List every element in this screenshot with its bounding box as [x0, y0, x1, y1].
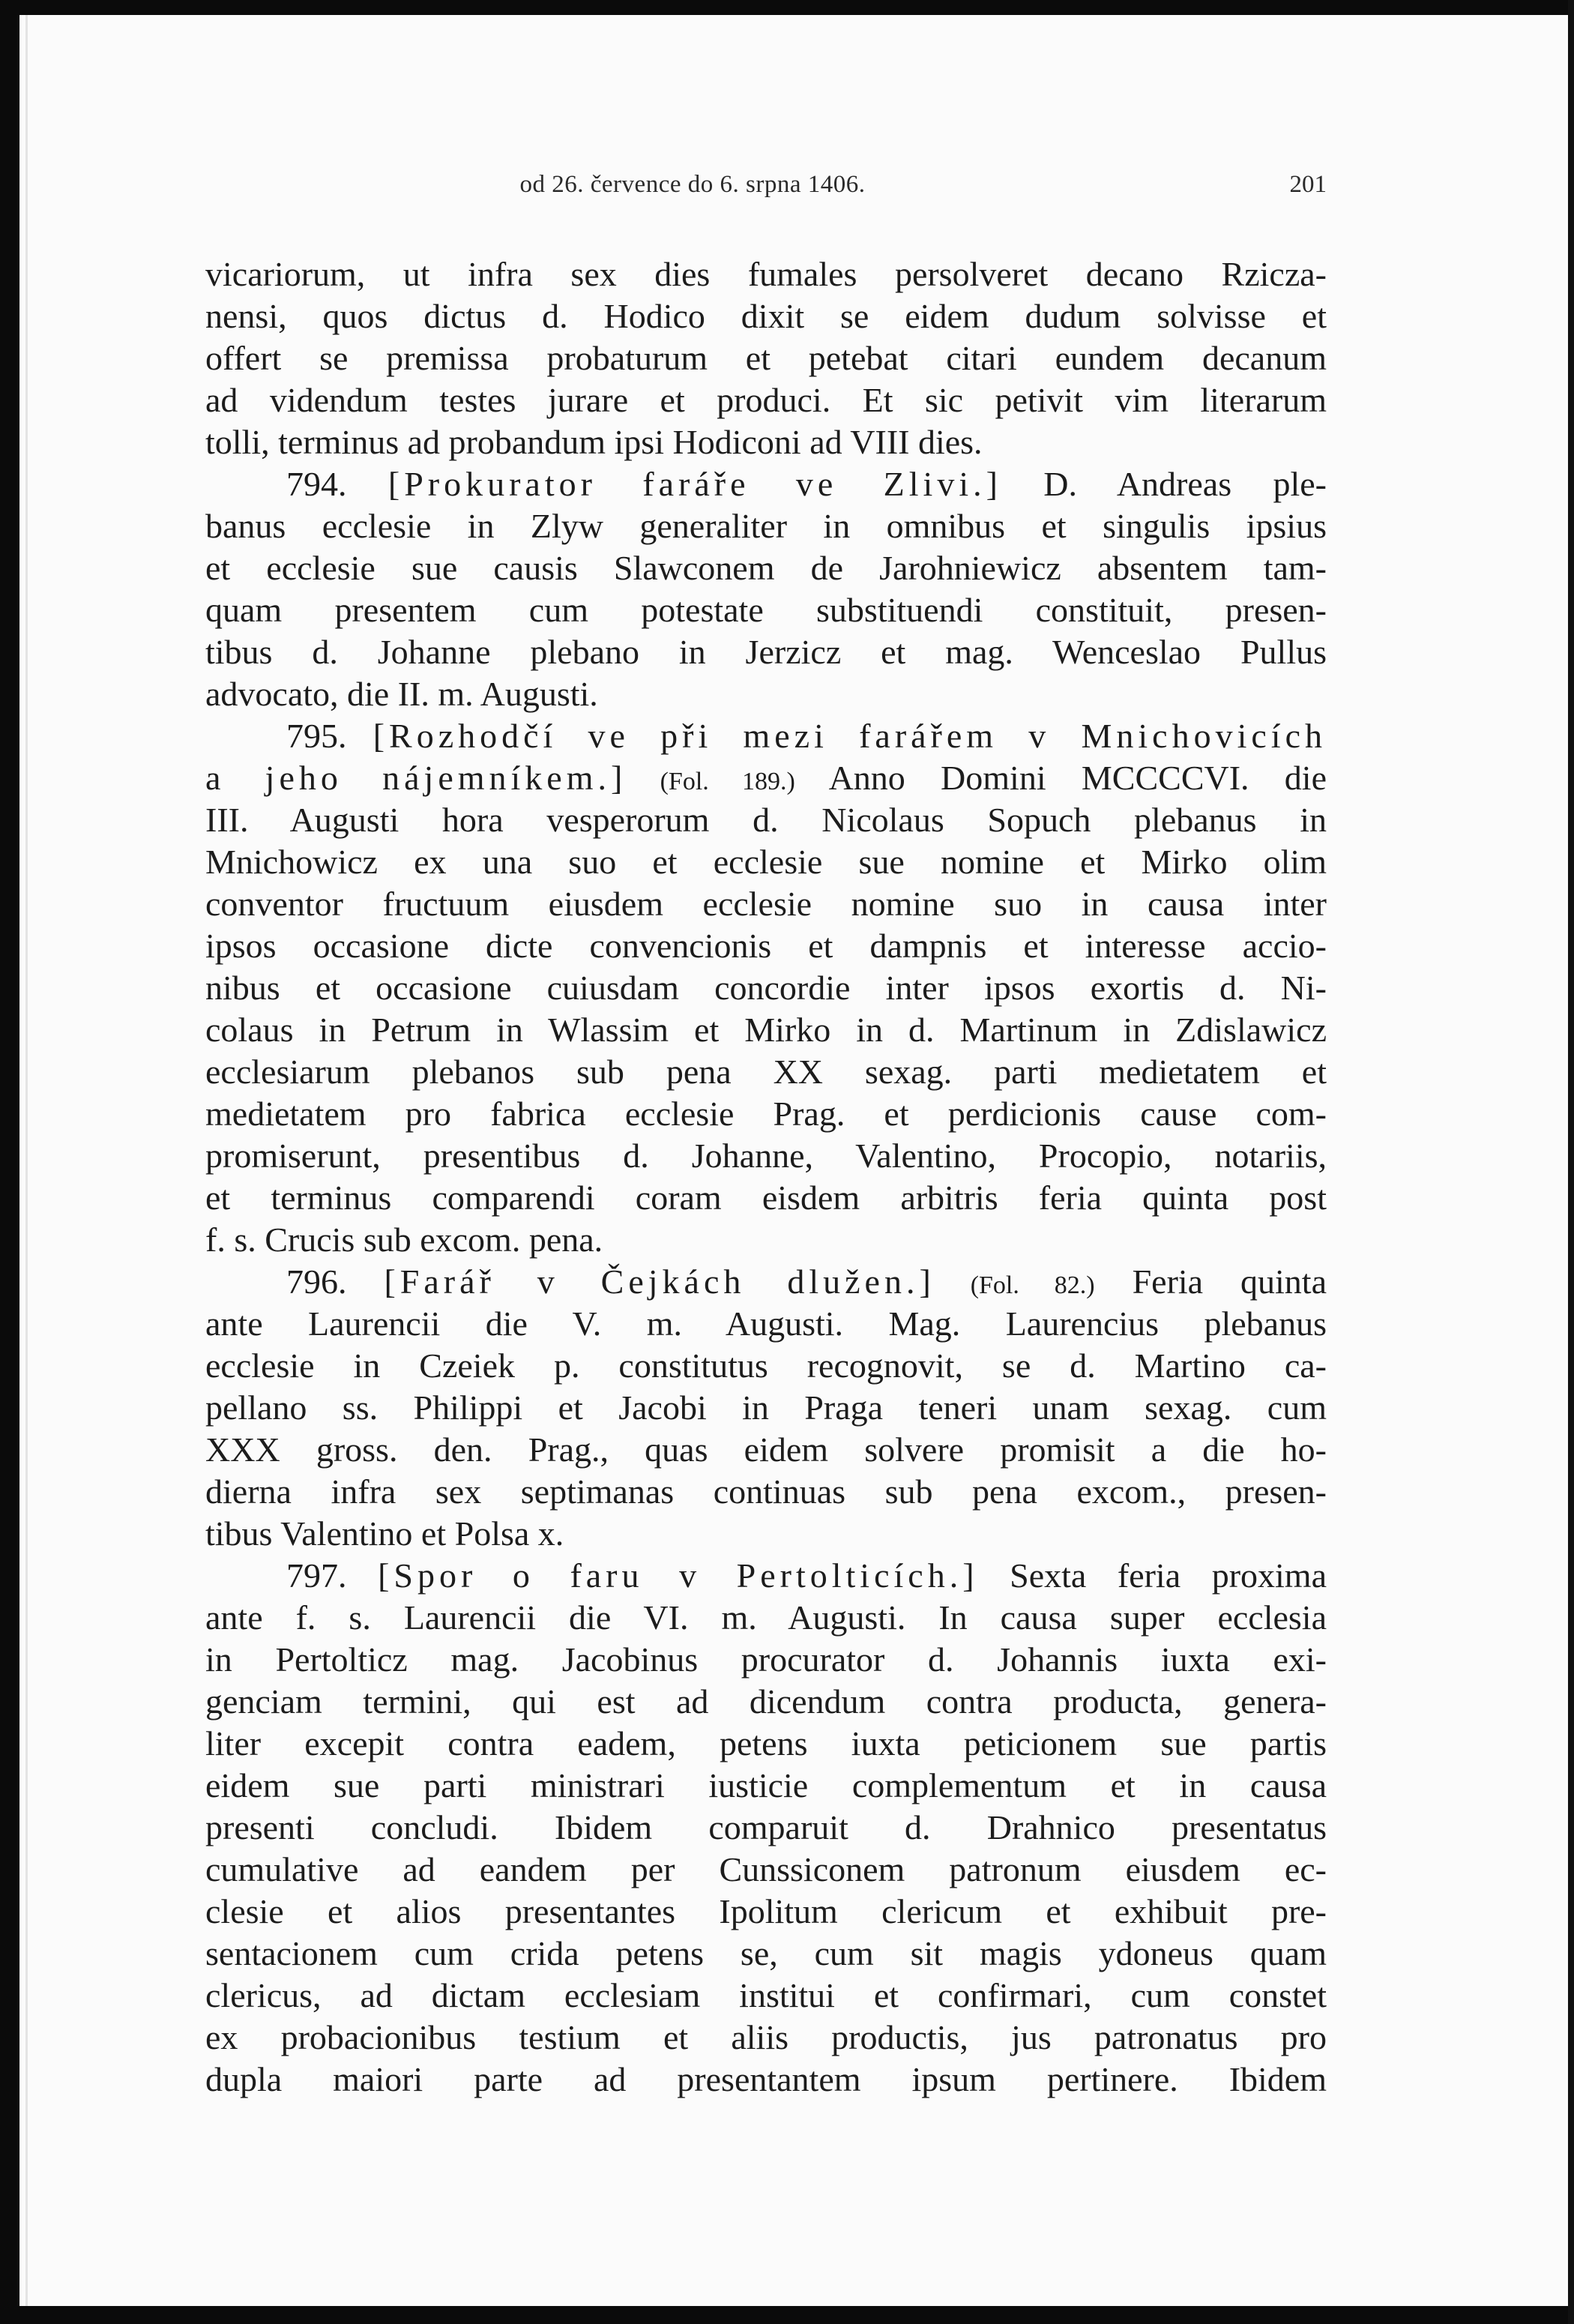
running-head: od 26. července do 6. srpna 1406.	[519, 171, 866, 198]
entry-796-first-line	[205, 1261, 1327, 1303]
scan-border-right	[1568, 0, 1574, 2324]
text-line: nensi, quos dictus d. Hodico dixit se eidem dudum solvisse et	[205, 297, 1327, 335]
entry-text: Anno Domini MCCCCVI. die	[794, 759, 1327, 797]
text-line: tolli, terminus ad probandum ipsi Hodiconi ad VIII dies.	[205, 423, 983, 461]
scan-border-top	[0, 0, 1574, 15]
entry-795-first-line	[205, 715, 1327, 757]
entry-heading: [Farář v Čejkách dlužen.]	[384, 1262, 935, 1301]
text-line: ecclesiarum plebanos sub pena XX sexag. parti medietatem et	[205, 1053, 1327, 1091]
text-line: colaus in Petrum in Wlassim et Mirko in d. Martinum in Zdislawicz	[205, 1011, 1327, 1049]
entry-heading: [Prokurator faráře ve Zlivi.]	[388, 465, 1002, 503]
text-line: offert se premissa probaturum et petebat citari eundem decanum	[205, 339, 1327, 377]
text-line: clesie et alios presentantes Ipolitum clericum et exhibuit pre-	[205, 1892, 1327, 1930]
entry-text: D. Andreas ple-	[1001, 465, 1327, 503]
body-text	[205, 253, 1327, 2101]
entry-number: 797.	[286, 1556, 347, 1595]
text-line: liter excepit contra eadem, petens iuxta peticionem sue partis	[205, 1724, 1327, 1762]
entry-795-second-line	[205, 757, 1327, 799]
text-line: III. Augusti hora vesperorum d. Nicolaus Sopuch plebanus in	[205, 801, 1327, 839]
text-line: pellano ss. Philippi et Jacobi in Praga teneri unam sexag. cum	[205, 1388, 1327, 1427]
text-line: medietatem pro fabrica ecclesie Prag. et perdicionis cause com-	[205, 1095, 1327, 1133]
entry-number: 795.	[286, 717, 347, 755]
text-line: banus ecclesie in Zlyw generaliter in omnibus et singulis ipsius	[205, 507, 1327, 545]
text-line: in Pertolticz mag. Jacobinus procurator d. Johannis iuxta exi-	[205, 1640, 1327, 1679]
page-number: 201	[1289, 171, 1327, 198]
page-header	[205, 171, 1327, 216]
entry-797-first-line	[205, 1555, 1327, 1597]
scan-border-bottom	[0, 2306, 1574, 2324]
text-line: tibus d. Johanne plebano in Jerzicz et mag. Wenceslao Pullus	[205, 633, 1327, 671]
text-line: presenti concludi. Ibidem comparuit d. Drahnico presentatus	[205, 1808, 1327, 1846]
text-line: dupla maiori parte ad presentantem ipsum pertinere. Ibidem	[205, 2060, 1327, 2098]
text-line: quam presentem cum potestate substituendi constituit, presen-	[205, 591, 1327, 629]
entry-794-first-line	[205, 463, 1327, 505]
text-line: eidem sue parti ministrari iusticie complementum et in causa	[205, 1766, 1327, 1804]
folio-reference: (Fol. 189.)	[627, 768, 795, 795]
folio-reference: (Fol. 82.)	[935, 1271, 1095, 1299]
text-line: advocato, die II. m. Augusti.	[205, 675, 598, 713]
gutter-shadow	[25, 15, 28, 2306]
text-line: vicariorum, ut infra sex dies fumales persolveret decano Rziczа-	[205, 255, 1327, 293]
text-line: dierna infra sex septimanas continuas sub pena excom., presen-	[205, 1472, 1327, 1511]
text-line: ante Laurencii die V. m. Augusti. Mag. Laurencius plebanus	[205, 1304, 1327, 1343]
entry-number: 794.	[286, 465, 347, 503]
text-line: Mnichowicz ex una suo et ecclesie sue nomine et Mirko olim	[205, 843, 1327, 881]
text-line: conventor fructuum eiusdem ecclesie nomine suo in causa inter	[205, 885, 1327, 923]
text-line: ipsos occasione dicte convencionis et dampnis et interesse accio-	[205, 927, 1327, 965]
text-line: sentacionem cum crida petens se, cum sit magis ydoneus quam	[205, 1934, 1327, 1972]
entry-number: 796.	[286, 1262, 347, 1301]
text-line: f. s. Crucis sub excom. pena.	[205, 1220, 603, 1259]
entry-heading: a jeho nájemníkem.]	[205, 759, 627, 797]
entry-heading: [Spor o faru v Pertolticích.]	[378, 1556, 979, 1595]
entry-text: Sexta feria proxima	[978, 1556, 1327, 1595]
text-line: ecclesie in Czeiek p. constitutus recognovit, se d. Martino ca-	[205, 1346, 1327, 1385]
text-line: ex probacionibus testium et aliis productis, jus patronatus pro	[205, 2018, 1327, 2056]
text-line: nibus et occasione cuiusdam concordie inter ipsos exortis d. Ni-	[205, 969, 1327, 1007]
text-line: genciam termini, qui est ad dicendum contra producta, genera-	[205, 1682, 1327, 1721]
text-line: clericus, ad dictam ecclesiam institui et confirmari, cum constet	[205, 1976, 1327, 2014]
text-line: et terminus comparendi coram eisdem arbitris feria quinta post	[205, 1178, 1327, 1217]
text-line: promiserunt, presentibus d. Johanne, Valentino, Procopio, notariis,	[205, 1137, 1327, 1175]
text-line: ante f. s. Laurencii die VI. m. Augusti. In causa super ecclesia	[205, 1598, 1327, 1637]
text-line: ad videndum testes jurare et produci. Et sic petivit vim literarum	[205, 381, 1327, 419]
text-line: et ecclesie sue causis Slawconem de Jarohniewicz absentem tam-	[205, 549, 1327, 587]
entry-heading: [Rozhodčí ve při mezi farářem v Mnichovicích	[373, 717, 1327, 755]
text-line: tibus Valentino et Polsa x.	[205, 1514, 564, 1553]
entry-text: Feria quinta	[1094, 1262, 1327, 1301]
scan-border-left	[0, 0, 19, 2324]
text-line: cumulative ad eandem per Cunssiconem patronum eiusdem ec-	[205, 1850, 1327, 1888]
text-line: XXX gross. den. Prag., quas eidem solvere promisit a die ho-	[205, 1430, 1327, 1469]
